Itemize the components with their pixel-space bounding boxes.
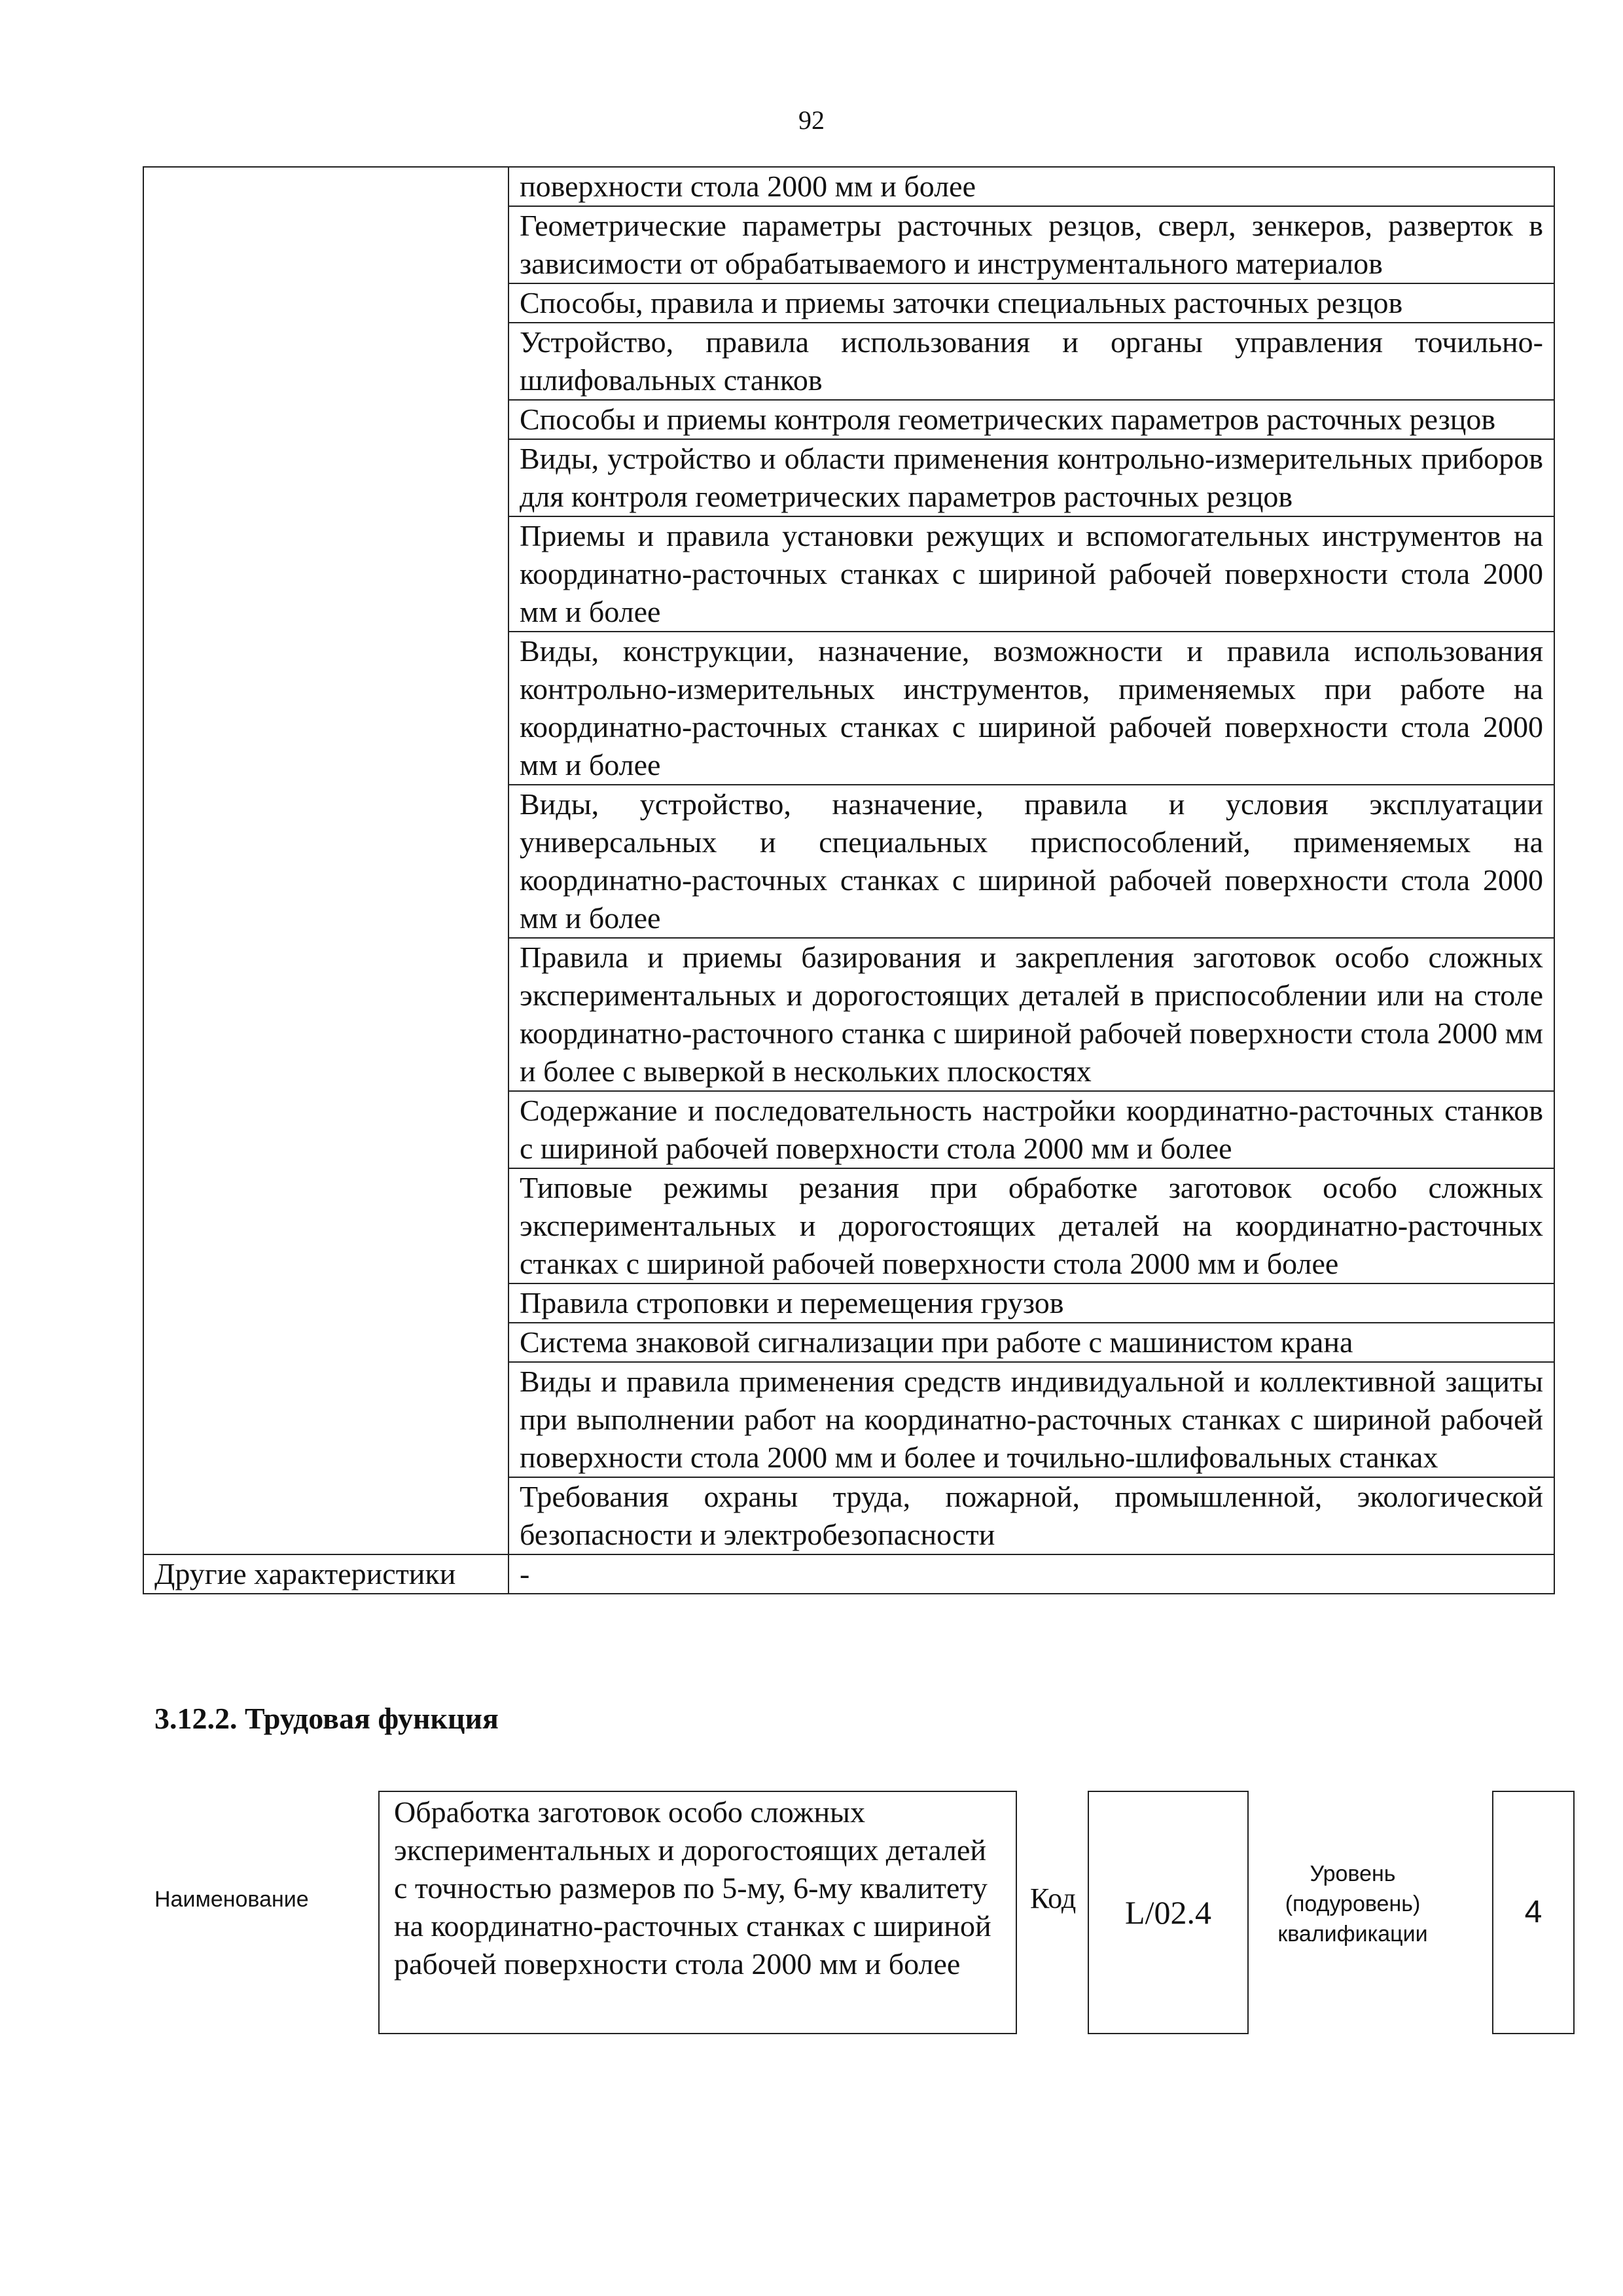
knowledge-item: Система знаковой сигнализации при работе с машинистом крана	[508, 1323, 1554, 1362]
qualification-level-value-box: 4	[1492, 1791, 1575, 2034]
knowledge-item: Виды и правила применения средств индивидуальной и коллективной защиты при выполнении работ на координатно-расточных станках с шириной рабочей поверхности стола 2000 мм и более и точильно-шлифовальных станках	[508, 1362, 1554, 1477]
code-label: Код	[1030, 1882, 1077, 1914]
knowledge-item: Виды, конструкции, назначение, возможности и правила использования контрольно-измерительных инструментов, применяемых при работе на координатно-расточных станках с шириной рабочей поверхности стола 2000 мм и более	[508, 632, 1554, 785]
code-value-box: L/02.4	[1088, 1791, 1249, 2034]
knowledge-item: Геометрические параметры расточных резцов, сверл, зенкеров, разверток в зависимости от обрабатываемого и инструментального материалов	[508, 206, 1554, 283]
table-row	[143, 1554, 1554, 1594]
name-value-box: Обработка заготовок особо сложных экспериментальных и дорогостоящих деталей с точностью размеров по 5-му, 6-му квалитету на координатно-расточных станках с шириной рабочей поверхности стола 2000 мм и более	[378, 1791, 1017, 2034]
other-characteristics-value: -	[508, 1554, 1554, 1594]
knowledge-item: поверхности стола 2000 мм и более	[508, 167, 1554, 206]
table-left-cell-empty	[143, 167, 508, 1554]
knowledge-item: Правила и приемы базирования и закрепления заготовок особо сложных экспериментальных и дорогостоящих деталей в приспособлении или на столе координатно-расточного станка с шириной рабочей поверхности стола 2000 мм и более с выверкой в нескольких плоскостях	[508, 938, 1554, 1091]
knowledge-item: Способы, правила и приемы заточки специальных расточных резцов	[508, 283, 1554, 323]
knowledge-item: Содержание и последовательность настройки координатно-расточных станков с шириной рабочей поверхности стола 2000 мм и более	[508, 1091, 1554, 1168]
knowledge-item: Способы и приемы контроля геометрических параметров расточных резцов	[508, 400, 1554, 439]
knowledge-item: Виды, устройство и области применения контрольно-измерительных приборов для контроля геометрических параметров расточных резцов	[508, 439, 1554, 516]
knowledge-item: Типовые режимы резания при обработке заготовок особо сложных экспериментальных и дорогостоящих деталей на координатно-расточных станках с шириной рабочей поверхности стола 2000 мм и более	[508, 1168, 1554, 1283]
other-characteristics-label: Другие характеристики	[143, 1554, 508, 1594]
section-heading: 3.12.2. Трудовая функция	[154, 1702, 499, 1735]
knowledge-item: Виды, устройство, назначение, правила и условия эксплуатации универсальных и специальных приспособлений, применяемых на координатно-расточных станках с шириной рабочей поверхности стола 2000 мм и более	[508, 785, 1554, 938]
page-number: 92	[798, 105, 825, 135]
knowledge-item: Требования охраны труда, пожарной, промышленной, экологической безопасности и электробезопасности	[508, 1477, 1554, 1554]
qualification-level-label: Уровень (подуровень) квалификации	[1277, 1861, 1428, 1946]
name-label: Наименование	[154, 1887, 309, 1912]
knowledge-item: Устройство, правила использования и органы управления точильно-шлифовальных станков	[508, 323, 1554, 400]
knowledge-item: Правила строповки и перемещения грузов	[508, 1283, 1554, 1323]
table-row	[143, 167, 1554, 206]
knowledge-item: Приемы и правила установки режущих и вспомогательных инструментов на координатно-расточных станках с шириной рабочей поверхности стола 2000 мм и более	[508, 516, 1554, 632]
knowledge-table	[143, 166, 1555, 1594]
